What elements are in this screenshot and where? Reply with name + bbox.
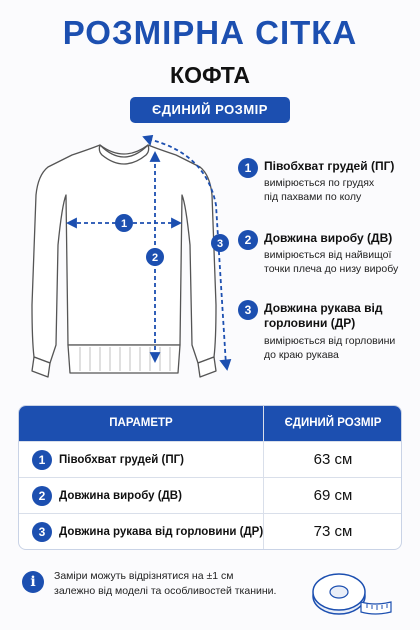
row-param: Довжина виробу (ДВ)	[59, 490, 182, 502]
row-value: 69 см	[313, 487, 353, 504]
page-title: РОЗМІРНА СІТКА	[62, 14, 358, 51]
sweater-body	[32, 145, 216, 363]
marker-3: 3	[216, 238, 224, 250]
page-subtitle: КОФТА	[170, 62, 250, 88]
legend-number: 3	[238, 300, 258, 320]
legend-title-line: Довжина рукава від	[264, 301, 383, 315]
legend-title-line: горловини (ДР)	[264, 316, 356, 330]
legend-desc-line: точки плеча до низу виробу	[264, 263, 399, 275]
legend-desc-line: вимірюється від горловини	[264, 335, 396, 347]
marker-2: 2	[151, 252, 159, 264]
row-number: 1	[32, 450, 52, 470]
table-header-param: ПАРАМЕТР	[109, 417, 173, 429]
tape-measure-icon	[305, 562, 395, 618]
note-line: Заміри можуть відрізнятися на ±1 см	[54, 570, 234, 582]
row-value: 73 см	[313, 523, 353, 540]
note-line: залежно від моделі та особливостей тканини.	[54, 585, 277, 597]
sweater-sketch	[20, 135, 235, 385]
table-row	[19, 477, 402, 513]
row-number: 2	[32, 486, 52, 506]
size-badge: ЄДИНИЙ РОЗМІР	[130, 97, 290, 123]
table-row	[19, 513, 402, 549]
marker-1: 1	[120, 218, 128, 230]
sweater-hem	[68, 345, 180, 373]
legend-title: Довжина виробу (ДВ)	[264, 231, 393, 245]
legend-number: 2	[238, 230, 258, 250]
row-value: 63 см	[313, 451, 353, 468]
row-number: 3	[32, 522, 52, 542]
legend-desc-line: до краю рукава	[264, 349, 339, 361]
legend-title: Півобхват грудей (ПГ)	[264, 159, 395, 173]
legend-number: 1	[238, 158, 258, 178]
table-row	[19, 441, 402, 477]
table-header	[19, 406, 402, 441]
row-param: Довжина рукава від горловини (ДР)	[59, 526, 264, 538]
legend-desc-line: вимірюється по грудях	[264, 177, 375, 189]
info-icon: i	[22, 571, 44, 593]
legend-desc-line: під пахвами по колу	[264, 191, 362, 203]
table-header-size: ЄДИНИЙ РОЗМІР	[284, 417, 382, 429]
size-table	[18, 405, 402, 550]
row-param: Півобхват грудей (ПГ)	[59, 454, 184, 466]
legend-desc-line: вимірюється від найвищої	[264, 249, 392, 261]
